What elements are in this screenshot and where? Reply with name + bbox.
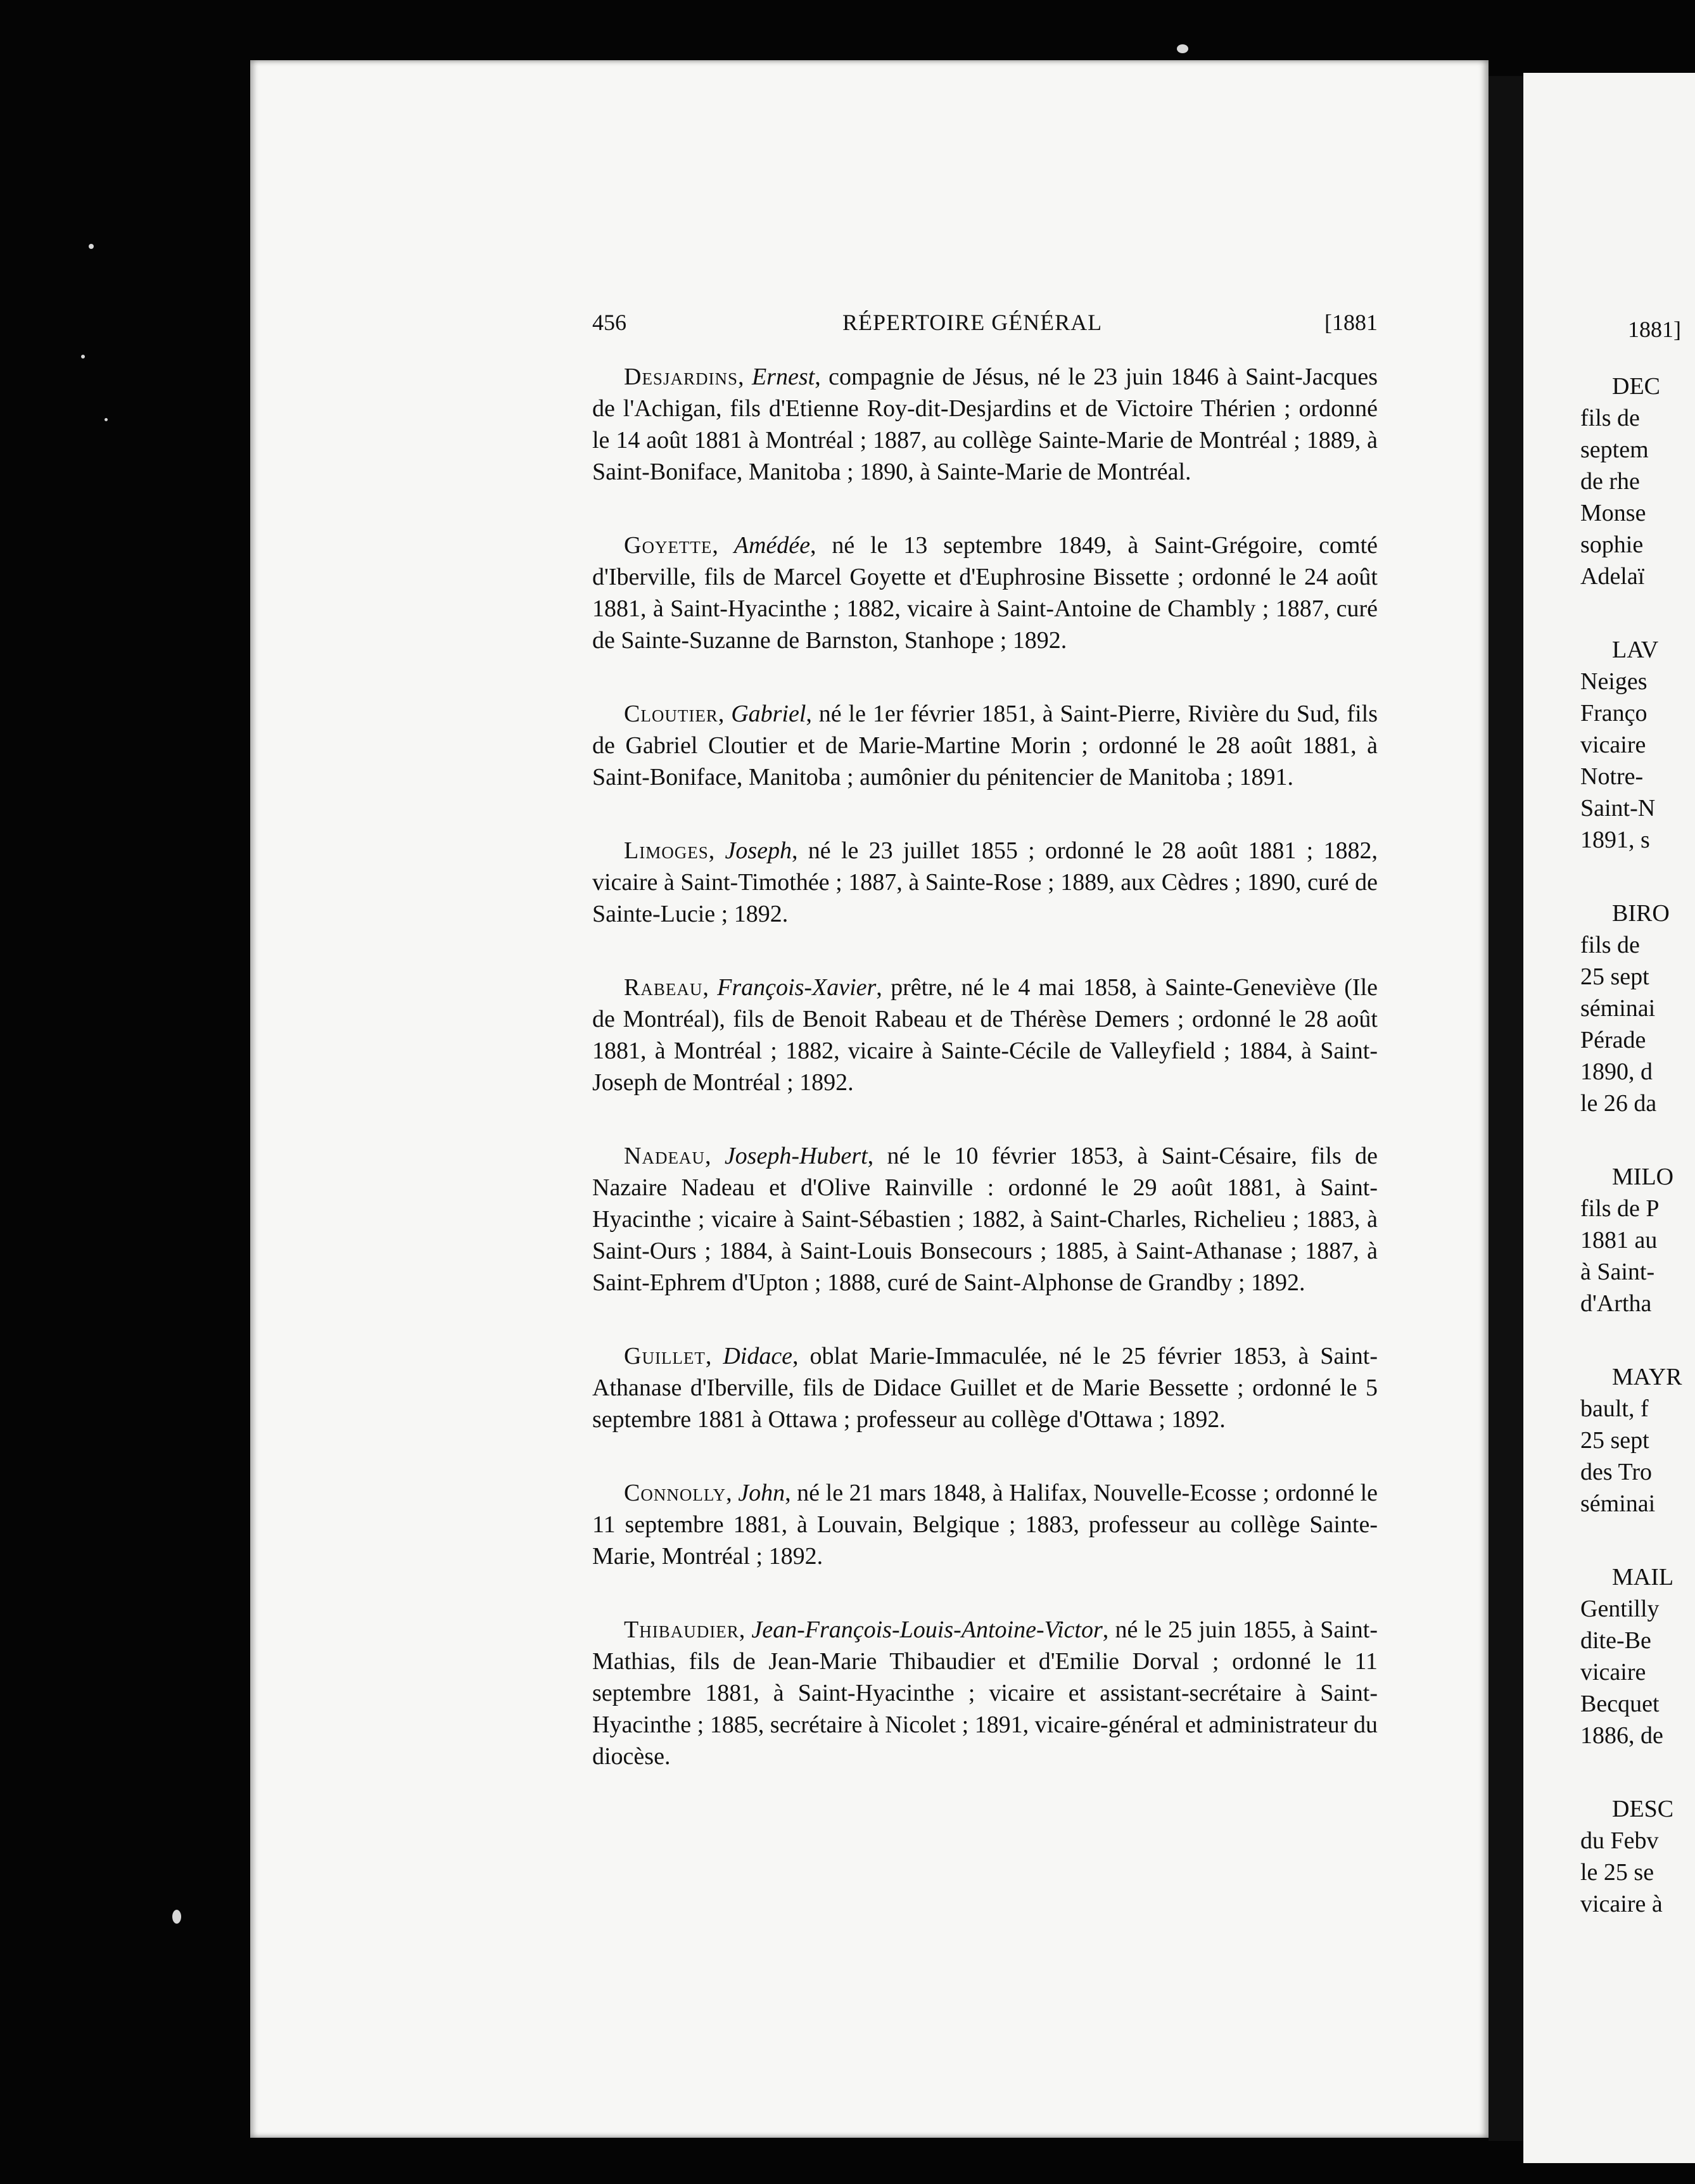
facing-line: vicaire bbox=[1580, 1659, 1646, 1686]
facing-entry-fragment bbox=[1580, 1793, 1695, 1920]
entry-surname: Rabeau bbox=[624, 974, 703, 1001]
running-title: RÉPERTOIRE GÉNÉRAL bbox=[842, 310, 1103, 335]
facing-line: des Tro bbox=[1580, 1459, 1652, 1485]
facing-entry-fragment bbox=[1580, 371, 1695, 592]
entry-given-name: Gabriel bbox=[731, 701, 806, 727]
facing-line: MAYR bbox=[1612, 1364, 1682, 1390]
entry: Connolly, John, né le 21 mars 1848, à Halifax, Nouvelle-Ecosse ; ordonné le 11 septembre 1881, à Louvain, Belgique ; 1883, professeur au collège Sainte-Marie, Montréal ; 1892. bbox=[592, 1480, 1378, 1570]
facing-line: vicaire bbox=[1580, 732, 1646, 758]
entry-surname: Nadeau bbox=[624, 1143, 705, 1169]
facing-line: vicaire à bbox=[1580, 1891, 1663, 1917]
page-number: 456 bbox=[592, 310, 626, 335]
facing-line: 1881 au bbox=[1580, 1227, 1658, 1254]
entry-surname: Connolly bbox=[624, 1480, 727, 1506]
running-header bbox=[592, 309, 1378, 347]
facing-line: MAIL bbox=[1612, 1564, 1674, 1590]
facing-entry-fragment bbox=[1580, 1561, 1695, 1751]
entry: Limoges, Joseph, né le 23 juillet 1855 ; ordonné le 28 août 1881 ; 1882, vicaire à Saint-Timothée ; 1887, à Sainte-Rose ; 1889, aux Cèdres ; 1890, curé de Sainte-Lucie ; 1892. bbox=[592, 837, 1378, 927]
entry: Guillet, Didace, oblat Marie-Immaculée, né le 25 février 1853, à Saint-Athanase d'Iberville, fils de Didace Guillet et de Marie Bessette ; ordonné le 5 septembre 1881 à Ottawa ; professeur au collège d'Ottawa ; 1892. bbox=[592, 1343, 1378, 1433]
facing-entry-fragment bbox=[1580, 1161, 1695, 1319]
entry-given-name: John bbox=[738, 1480, 785, 1506]
entry-surname: Thibaudier bbox=[624, 1616, 739, 1643]
entry-text: , compagnie de Jésus, né le 23 juin 1846 à Saint-Jacques de l'Achigan, fils d'Etienne Roy-dit-Desjardins et de Victoire Thérien ; ordonné le 14 août 1881 à Montréal ; 1887, au collège Sainte-Marie de Montréal ; 1889, à Saint-Boniface, Manitoba ; 1890, à Sainte-Marie de Montréal. bbox=[592, 364, 1378, 485]
book-page-right bbox=[1523, 73, 1695, 2163]
scan-speck bbox=[81, 355, 85, 359]
facing-entry-fragment bbox=[1580, 1361, 1695, 1520]
facing-line: DESC bbox=[1612, 1796, 1674, 1822]
facing-line: 25 sept bbox=[1580, 1427, 1649, 1454]
entry-text: , prêtre, né le 4 mai 1858, à Sainte-Geneviève (Ile de Montréal), fils de Benoit Rabeau et de Thérèse Demers ; ordonné le 28 août 1881, à Montréal ; 1882, vicaire à Sainte-Cécile de Valleyfield ; 1884, à Saint-Joseph de Montréal ; 1892. bbox=[592, 974, 1378, 1096]
facing-entry-fragment bbox=[1580, 634, 1695, 856]
facing-line: 1890, d bbox=[1580, 1058, 1653, 1085]
facing-line: Adelaï bbox=[1580, 563, 1645, 590]
facing-line: fils de bbox=[1580, 932, 1640, 958]
entry-text: , né le 10 février 1853, à Saint-Césaire, fils de Nazaire Nadeau et d'Olive Rainville : ordonné le 29 août 1881, à Saint-Hyacinthe ; vicaire à Saint-Sébastien ; 1882, à Saint-Charles, Richelieu ; 1883, à Saint-Ours ; 1884, à Saint-Louis Bonsecours ; 1885, à Saint-Athanase ; 1887, à Saint-Ephrem d'Upton ; 1888, curé de Saint-Alphonse de Grandby ; 1892. bbox=[592, 1143, 1378, 1296]
entry-given-name: Amédée bbox=[733, 532, 811, 559]
scan-speck bbox=[89, 244, 94, 249]
entry-text: , né le 21 mars 1848, à Halifax, Nouvelle-Ecosse ; ordonné le 11 septembre 1881, à Louvain, Belgique ; 1883, professeur au collège Sainte-Marie, Montréal ; 1892. bbox=[592, 1480, 1378, 1570]
facing-line: Neiges bbox=[1580, 668, 1647, 695]
facing-line: de rhe bbox=[1580, 468, 1640, 495]
entry-text: , né le 1er février 1851, à Saint-Pierre, Rivière du Sud, fils de Gabriel Cloutier et de Marie-Martine Morin ; ordonné le 28 août 1881, à Saint-Boniface, Manitoba ; aumônier du pénitencier de Manitoba ; 1891. bbox=[592, 701, 1378, 790]
entry: Goyette, Amédée, né le 13 septembre 1849, à Saint-Grégoire, comté d'Iberville, fils de Marcel Goyette et d'Euphrosine Bissette ; ordonné le 24 août 1881, à Saint-Hyacinthe ; 1882, vicaire à Saint-Antoine de Chambly ; 1887, curé de Sainte-Suzanne de Barnston, Stanhope ; 1892. bbox=[592, 532, 1378, 654]
entry: Thibaudier, Jean-François-Louis-Antoine-Victor, né le 25 juin 1855, à Saint-Mathias, fils de Jean-Marie Thibaudier et d'Emilie Dorval ; ordonné le 11 septembre 1881, à Saint-Hyacinthe ; vicaire et assistant-secrétaire à Saint-Hyacinthe ; 1885, secrétaire à Nicolet ; 1891, vicaire-général et administrateur du diocèse. bbox=[592, 1616, 1378, 1770]
entry-given-name: Jean-François-Louis-Antoine-Victor bbox=[751, 1616, 1103, 1643]
facing-line: MILO bbox=[1612, 1164, 1674, 1190]
facing-line: d'Artha bbox=[1580, 1290, 1652, 1317]
facing-line: bault, f bbox=[1580, 1395, 1649, 1422]
entry-given-name: Joseph-Hubert bbox=[724, 1143, 868, 1169]
entry-text: , né le 23 juillet 1855 ; ordonné le 28 août 1881 ; 1882, vicaire à Saint-Timothée ; 1887, à Sainte-Rose ; 1889, aux Cèdres ; 1890, curé de Sainte-Lucie ; 1892. bbox=[592, 837, 1378, 927]
facing-entry-fragment bbox=[1580, 898, 1695, 1119]
facing-line: séminai bbox=[1580, 1490, 1656, 1517]
facing-line: Saint-N bbox=[1580, 795, 1656, 822]
facing-line: 25 sept bbox=[1580, 963, 1649, 990]
facing-line: dite-Be bbox=[1580, 1627, 1651, 1654]
entry-given-name: Ernest bbox=[751, 364, 815, 390]
facing-line: 1891, s bbox=[1580, 827, 1650, 853]
entry-surname: Limoges bbox=[624, 837, 709, 864]
scan-speck bbox=[105, 418, 108, 421]
facing-line: Becquet bbox=[1580, 1691, 1660, 1717]
facing-line: le 25 se bbox=[1580, 1859, 1654, 1886]
entry-given-name: Didace bbox=[723, 1343, 793, 1369]
entry: Desjardins, Ernest, compagnie de Jésus, né le 23 juin 1846 à Saint-Jacques de l'Achigan, fils d'Etienne Roy-dit-Desjardins et de Victoire Thérien ; ordonné le 14 août 1881 à Montréal ; 1887, au collège Sainte-Marie de Montréal ; 1889, à Saint-Boniface, Manitoba ; 1890, à Sainte-Marie de Montréal. bbox=[592, 364, 1378, 485]
entry-text: , né le 13 septembre 1849, à Saint-Grégoire, comté d'Iberville, fils de Marcel Goyette et d'Euphrosine Bissette ; ordonné le 24 août 1881, à Saint-Hyacinthe ; 1882, vicaire à Saint-Antoine de Chambly ; 1887, curé de Sainte-Suzanne de Barnston, Stanhope ; 1892. bbox=[592, 532, 1378, 654]
entry: Cloutier, Gabriel, né le 1er février 1851, à Saint-Pierre, Rivière du Sud, fils de Gabriel Cloutier et de Marie-Martine Morin ; ordonné le 28 août 1881, à Saint-Boniface, Manitoba ; aumônier du pénitencier de Manitoba ; 1891. bbox=[592, 701, 1378, 790]
entry-list bbox=[592, 361, 1378, 1814]
facing-running-year: 1881] bbox=[1628, 317, 1681, 342]
facing-line: DEC bbox=[1612, 373, 1660, 400]
entry-surname: Cloutier bbox=[624, 701, 718, 727]
entry-text: , né le 25 juin 1855, à Saint-Mathias, fils de Jean-Marie Thibaudier et d'Emilie Dorval ; ordonné le 11 septembre 1881, à Saint-Hyacinthe ; vicaire et assistant-secrétaire à Saint-Hyacinthe ; 1885, secrétaire à Nicolet ; 1891, vicaire-général et administrateur du diocèse. bbox=[592, 1616, 1378, 1770]
book-gutter bbox=[1489, 76, 1523, 2141]
facing-line: séminai bbox=[1580, 995, 1656, 1022]
entry-surname: Guillet bbox=[624, 1343, 706, 1369]
facing-line: Gentilly bbox=[1580, 1596, 1660, 1622]
facing-line: fils de P bbox=[1580, 1195, 1660, 1222]
facing-line: le 26 da bbox=[1580, 1090, 1657, 1117]
entry-given-name: Joseph bbox=[725, 837, 792, 864]
facing-line: fils de bbox=[1580, 405, 1640, 431]
facing-line: 1886, de bbox=[1580, 1722, 1663, 1749]
entry-given-name: François-Xavier bbox=[717, 974, 877, 1001]
running-year: [1881 bbox=[1324, 310, 1378, 335]
facing-line: Pérade bbox=[1580, 1027, 1646, 1053]
entry: Nadeau, Joseph-Hubert, né le 10 février 1853, à Saint-Césaire, fils de Nazaire Nadeau et d'Olive Rainville : ordonné le 29 août 1881, à Saint-Hyacinthe ; vicaire à Saint-Sébastien ; 1882, à Saint-Charles, Richelieu ; 1883, à Saint-Ours ; 1884, à Saint-Louis Bonsecours ; 1885, à Saint-Athanase ; 1887, à Saint-Ephrem d'Upton ; 1888, curé de Saint-Alphonse de Grandby ; 1892. bbox=[592, 1143, 1378, 1296]
facing-line: LAV bbox=[1612, 637, 1659, 663]
facing-line: Notre- bbox=[1580, 763, 1644, 790]
facing-line: sophie bbox=[1580, 531, 1644, 558]
scan-speck bbox=[172, 1910, 181, 1924]
facing-line: septem bbox=[1580, 436, 1649, 463]
entry: Rabeau, François-Xavier, prêtre, né le 4 mai 1858, à Sainte-Geneviève (Ile de Montréal), fils de Benoit Rabeau et de Thérèse Demers ; ordonné le 28 août 1881, à Montréal ; 1882, vicaire à Sainte-Cécile de Valleyfield ; 1884, à Saint-Joseph de Montréal ; 1892. bbox=[592, 974, 1378, 1096]
facing-line: BIRO bbox=[1612, 900, 1670, 927]
entry-surname: Desjardins bbox=[624, 364, 738, 390]
facing-line: à Saint- bbox=[1580, 1259, 1655, 1285]
facing-line: Monse bbox=[1580, 500, 1646, 526]
facing-page-text bbox=[1580, 371, 1695, 1962]
entry-surname: Goyette bbox=[624, 532, 713, 559]
entry-text: , oblat Marie-Immaculée, né le 25 février 1853, à Saint-Athanase d'Iberville, fils de Didace Guillet et de Marie Bessette ; ordonné le 5 septembre 1881 à Ottawa ; professeur au collège d'Ottawa ; 1892. bbox=[592, 1343, 1378, 1433]
scan-speck bbox=[1177, 44, 1188, 53]
facing-line: Franço bbox=[1580, 700, 1647, 727]
facing-line: du Febv bbox=[1580, 1827, 1659, 1854]
